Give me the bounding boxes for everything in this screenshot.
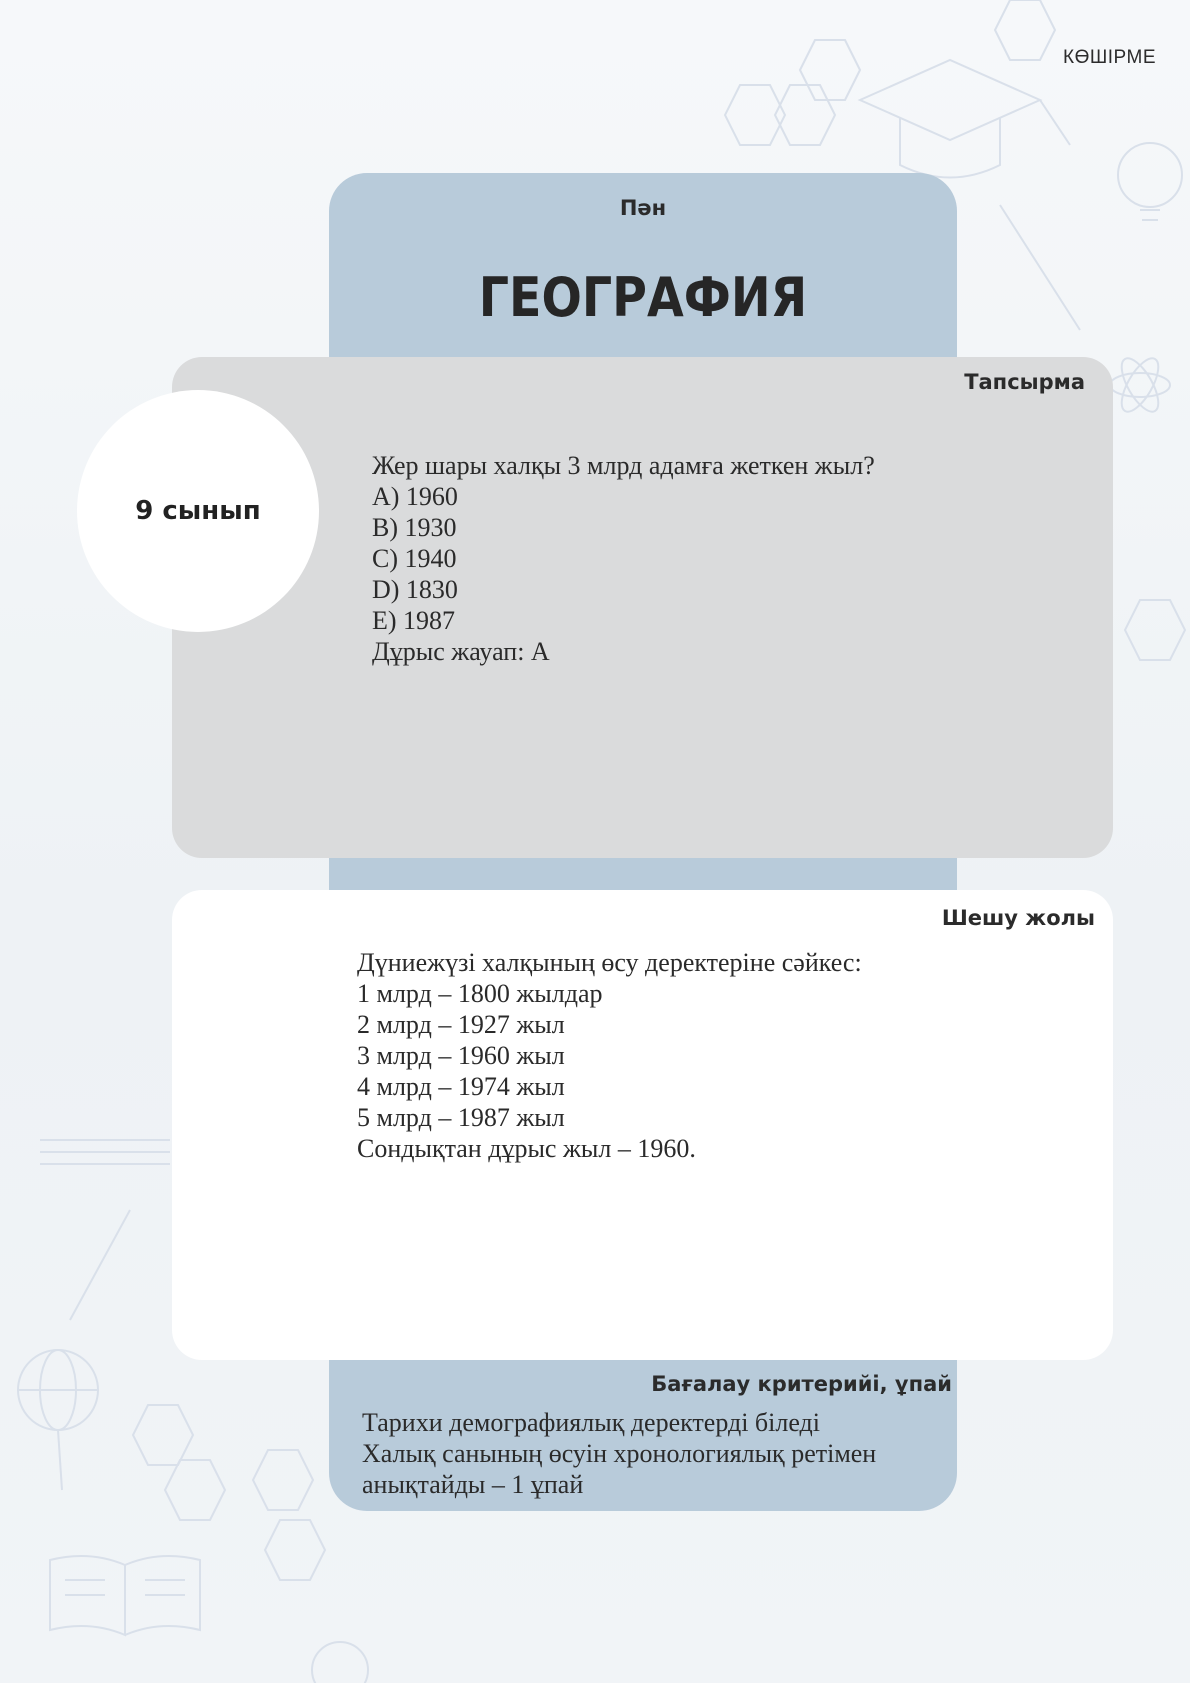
magnifier-icon	[312, 1642, 368, 1683]
solution-line: Дүниежүзі халқының өсу деректеріне сәйкес:	[357, 948, 862, 977]
task-label: Тапсырма	[964, 370, 1085, 394]
criteria-label: Бағалау критерийі, ұпай	[651, 1372, 952, 1396]
hexagon-decoration	[133, 1405, 193, 1465]
answer-option-e: Е) 1987	[372, 606, 456, 635]
answer-option-b: В) 1930	[372, 513, 457, 542]
hexagon-decoration	[165, 1460, 225, 1520]
correct-answer: Дұрыс жауап: А	[372, 637, 550, 666]
lightbulb-icon	[1118, 143, 1182, 220]
atom-icon	[1110, 353, 1170, 417]
answer-option-c: С) 1940	[372, 544, 457, 573]
solution-line: 3 млрд – 1960 жыл	[357, 1041, 565, 1070]
subject-title: ГЕОГРАФИЯ	[478, 266, 808, 329]
answer-option-d: D) 1830	[372, 575, 458, 604]
question-text: Жер шары халқы 3 млрд адамға жеткен жыл?	[372, 451, 875, 480]
criteria-line: Тарихи демографиялық деректерді біледі	[362, 1408, 821, 1437]
criteria-line: Халық санының өсуін хронологиялық ретімен	[362, 1439, 877, 1468]
copy-watermark-label: КӨШІРМЕ	[1063, 47, 1156, 68]
solution-label: Шешу жолы	[941, 906, 1095, 930]
answer-option-a: А) 1960	[372, 482, 458, 511]
solution-line: 4 млрд – 1974 жыл	[357, 1072, 565, 1101]
solution-line: 5 млрд – 1987 жыл	[357, 1103, 565, 1132]
task-question	[372, 450, 1072, 667]
hexagon-decoration	[253, 1450, 313, 1510]
criteria-text	[362, 1407, 952, 1500]
subject-label: Пән	[619, 196, 667, 220]
globe-icon	[18, 1350, 98, 1490]
hexagon-decoration	[800, 40, 860, 100]
grade-label: 9 сынып	[135, 496, 261, 526]
solution-text	[357, 947, 1077, 1164]
hexagon-decoration	[775, 85, 835, 145]
solution-line: Сондықтан дұрыс жыл – 1960.	[357, 1134, 696, 1163]
hexagon-decoration	[265, 1520, 325, 1580]
hexagon-decoration	[1125, 600, 1185, 660]
solution-line: 1 млрд – 1800 жылдар	[357, 979, 603, 1008]
graduation-cap-icon	[860, 60, 1070, 178]
solution-line: 2 млрд – 1927 жыл	[357, 1010, 565, 1039]
grade-badge	[77, 390, 319, 632]
hexagon-decoration	[995, 0, 1055, 60]
hexagon-decoration	[725, 85, 785, 145]
criteria-line: анықтайды – 1 ұпай	[362, 1470, 584, 1499]
book-icon	[50, 1556, 200, 1635]
